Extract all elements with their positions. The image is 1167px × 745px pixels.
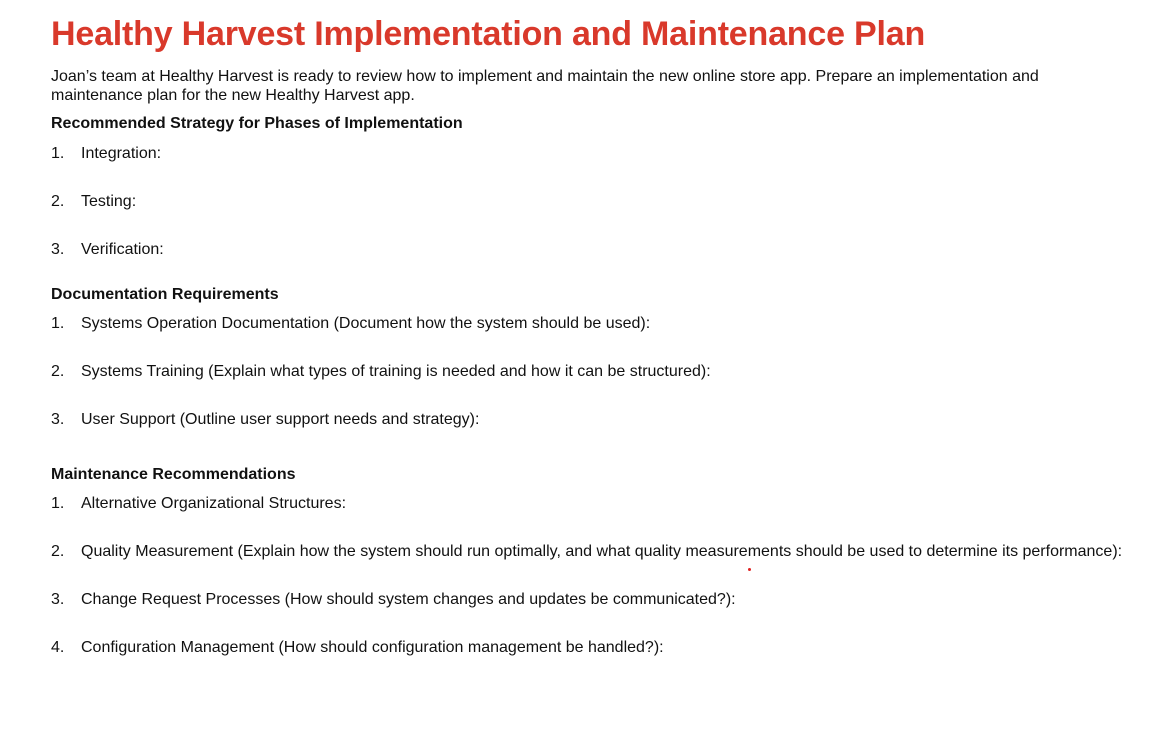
list-item xyxy=(51,410,1131,429)
section-heading: Documentation Requirements xyxy=(51,286,279,303)
section-heading: Recommended Strategy for Phases of Implementation xyxy=(51,115,463,132)
list-item xyxy=(51,542,1131,561)
list-number: 1. xyxy=(51,315,65,332)
list-item xyxy=(51,314,1131,333)
list-number: 3. xyxy=(51,411,65,428)
list-item-text: Change Request Processes (How should system changes and updates be communicated?): xyxy=(81,591,736,608)
list-item-text: Testing: xyxy=(81,193,137,210)
implementation-phases-list xyxy=(51,144,1131,259)
text-cursor-marker xyxy=(748,568,751,571)
list-item-text: Quality Measurement (Explain how the system should run optimally, and what quality measurements should be used to determine its performance): xyxy=(81,543,1123,560)
document-page xyxy=(51,14,1131,657)
documentation-requirements-list xyxy=(51,314,1131,429)
list-item-text: Systems Training (Explain what types of training is needed and how it can be structured): xyxy=(81,363,711,380)
list-number: 2. xyxy=(51,543,65,560)
page-title: Healthy Harvest Implementation and Maintenance Plan xyxy=(51,15,926,53)
list-number: 4. xyxy=(51,639,65,656)
section-maintenance-recommendations xyxy=(51,465,1131,657)
list-item xyxy=(51,192,1131,211)
list-item-text: Configuration Management (How should configuration management be handled?): xyxy=(81,639,664,656)
list-item xyxy=(51,590,1131,609)
section-implementation-phases xyxy=(51,114,1131,259)
list-number: 3. xyxy=(51,591,65,608)
list-item xyxy=(51,494,1131,513)
list-number: 2. xyxy=(51,363,65,380)
list-item xyxy=(51,638,1131,657)
list-item-text: Integration: xyxy=(81,145,162,162)
section-heading: Maintenance Recommendations xyxy=(51,466,296,483)
intro-paragraph: Joan’s team at Healthy Harvest is ready to review how to implement and maintain the new online store app. Prepare an implementation and maintenance plan for the new Healthy Harvest app. xyxy=(51,68,1039,104)
section-documentation-requirements xyxy=(51,285,1131,429)
list-number: 1. xyxy=(51,145,65,162)
list-number: 1. xyxy=(51,495,65,512)
list-item-text: Alternative Organizational Structures: xyxy=(81,495,347,512)
list-item-text: User Support (Outline user support needs and strategy): xyxy=(81,411,480,428)
list-item-text: Verification: xyxy=(81,241,164,258)
list-item xyxy=(51,144,1131,163)
list-item xyxy=(51,362,1131,381)
list-number: 3. xyxy=(51,241,65,258)
list-item-text: Systems Operation Documentation (Document how the system should be used): xyxy=(81,315,651,332)
list-item xyxy=(51,240,1131,259)
list-number: 2. xyxy=(51,193,65,210)
maintenance-recommendations-list xyxy=(51,494,1131,657)
